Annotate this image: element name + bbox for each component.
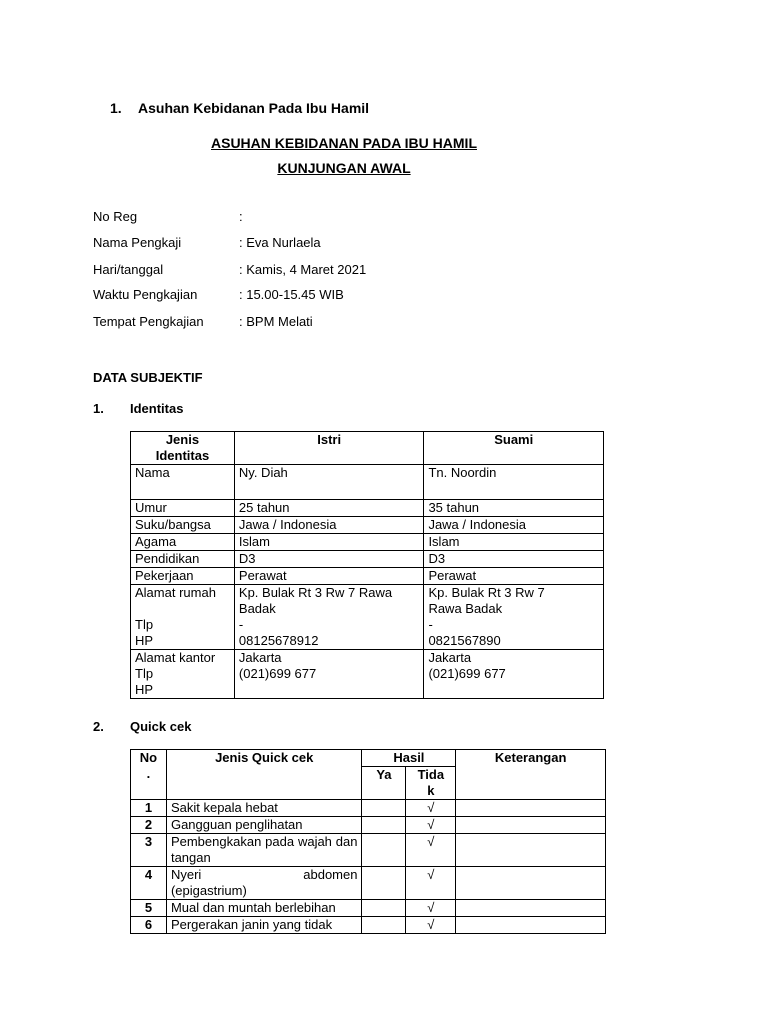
row-keterangan [456,900,606,917]
table-header-row [131,432,604,465]
header-jenis: Jenis Quick cek [166,750,362,800]
istri-value [234,585,424,650]
info-label: Nama Pengkaji [93,235,182,250]
header-no [131,750,167,800]
row-ya [362,800,406,817]
document-title: ASUHAN KEBIDANAN PADA IBU HAMIL [211,135,477,151]
table-row [131,500,604,517]
quick-number: 2. [93,719,104,734]
row-ya [362,900,406,917]
istri-value: Ny. Diah [234,465,424,500]
info-label: No Reg [93,209,138,224]
data-subjektif-heading: DATA SUBJEKTIF [93,370,203,385]
header-suami: Suami [424,432,604,465]
istri-value: D3 [234,551,424,568]
table-row [131,568,604,585]
header-line: Tida [417,767,445,782]
table-row [131,551,604,568]
row-no: 6 [131,917,167,934]
row-label [131,650,235,699]
table-row [131,834,606,867]
label-line: Tlp [135,666,154,681]
table-row [131,534,604,551]
header-jenis-identitas [131,432,235,465]
value-line: Jakarta [238,650,282,665]
row-jenis: Sakit kepala hebat [166,800,362,817]
row-ya [362,817,406,834]
value-line: (021)699 677 [238,666,317,681]
info-value: : Kamis, 4 Maret 2021 [239,262,367,277]
row-keterangan [456,834,606,867]
header-tidak [406,767,456,800]
header-hasil: Hasil [362,750,456,767]
table-header-row [131,750,606,767]
table-row [131,800,606,817]
row-no: 4 [131,867,167,900]
istri-value: Islam [234,534,424,551]
info-value: : [239,209,243,224]
istri-value: Jawa / Indonesia [234,517,424,534]
row-ya [362,917,406,934]
suami-value: D3 [424,551,604,568]
header-line: . [146,766,151,781]
row-jenis: Pergerakan janin yang tidak [166,917,362,934]
quick-cek-table [130,749,606,934]
suami-value: 35 tahun [424,500,604,517]
istri-value [234,650,424,699]
value-line: (021)699 677 [428,666,506,681]
row-jenis: Mual dan muntah berlebihan [166,900,362,917]
value-line: Badak [238,601,276,616]
row-label: Pendidikan [131,551,235,568]
header-line: No [139,750,158,765]
row-label: Pekerjaan [131,568,235,585]
row-jenis: Pembengkakan pada wajah dan tangan [166,834,362,867]
header-line: Jenis [165,432,200,447]
row-tidak: √ [406,817,456,834]
row-tidak: √ [406,917,456,934]
table-row [131,900,606,917]
label-line: HP [135,682,154,697]
table-row [131,585,604,650]
jenis-line: (epigastrium) [170,883,247,898]
table-row [131,517,604,534]
suami-value: Tn. Noordin [424,465,604,500]
istri-value: Perawat [234,568,424,585]
row-tidak: √ [406,900,456,917]
label-line: Alamat kantor [135,650,216,665]
jenis-word: abdomen [303,867,358,882]
value-line: Kp. Bulak Rt 3 Rw 7 [428,585,545,600]
row-jenis [166,867,362,900]
label-line: HP [135,633,154,648]
info-value: : 15.00-15.45 WIB [239,287,344,302]
header-keterangan: Keterangan [456,750,606,800]
header-line: Identitas [155,448,210,463]
table-row [131,817,606,834]
row-tidak: √ [406,867,456,900]
row-label: Umur [131,500,235,517]
istri-value: 25 tahun [234,500,424,517]
row-no: 2 [131,817,167,834]
label-line: Alamat rumah [135,585,216,600]
value-line: Rawa Badak [428,601,503,616]
row-label [131,585,235,650]
row-ya [362,867,406,900]
value-line: 0821567890 [428,633,501,648]
row-label: Agama [131,534,235,551]
row-keterangan [456,800,606,817]
row-keterangan [456,817,606,834]
identitas-table [130,431,604,699]
row-tidak: √ [406,800,456,817]
identitas-heading: Identitas [130,401,184,416]
row-ya [362,834,406,867]
row-no: 5 [131,900,167,917]
info-label: Tempat Pengkajian [93,314,204,329]
info-value: : BPM Melati [239,314,313,329]
label-line [135,601,230,617]
row-label: Nama [131,465,235,500]
row-no: 1 [131,800,167,817]
label-line: Tlp [135,617,154,632]
info-value: : Eva Nurlaela [239,235,321,250]
suami-value [424,650,604,699]
jenis-line [171,867,358,883]
row-keterangan [456,867,606,900]
table-row [131,650,604,699]
row-tidak: √ [406,834,456,867]
suami-value: Islam [424,534,604,551]
quick-heading: Quick cek [130,719,192,734]
jenis-word: Nyeri [170,867,202,882]
row-keterangan [456,917,606,934]
identitas-number: 1. [93,401,104,416]
table-row [131,917,606,934]
section-number: 1. [110,100,122,116]
header-ya: Ya [362,767,406,800]
info-label: Hari/tanggal [93,262,164,277]
value-line: Kp. Bulak Rt 3 Rw 7 Rawa [238,585,393,600]
header-istri: Istri [234,432,424,465]
value-line: - [428,617,433,632]
section-heading: Asuhan Kebidanan Pada Ibu Hamil [138,100,370,116]
value-line: - [238,617,244,632]
value-line: Jakarta [428,650,472,665]
table-row [131,867,606,900]
info-label: Waktu Pengkajian [93,287,198,302]
row-jenis: Gangguan penglihatan [166,817,362,834]
header-line: k [427,783,435,798]
row-no: 3 [131,834,167,867]
suami-value: Jawa / Indonesia [424,517,604,534]
suami-value: Perawat [424,568,604,585]
suami-value [424,585,604,650]
value-line: 08125678912 [238,633,319,648]
document-subtitle: KUNJUNGAN AWAL [277,160,411,176]
row-label: Suku/bangsa [131,517,235,534]
table-row [131,465,604,500]
